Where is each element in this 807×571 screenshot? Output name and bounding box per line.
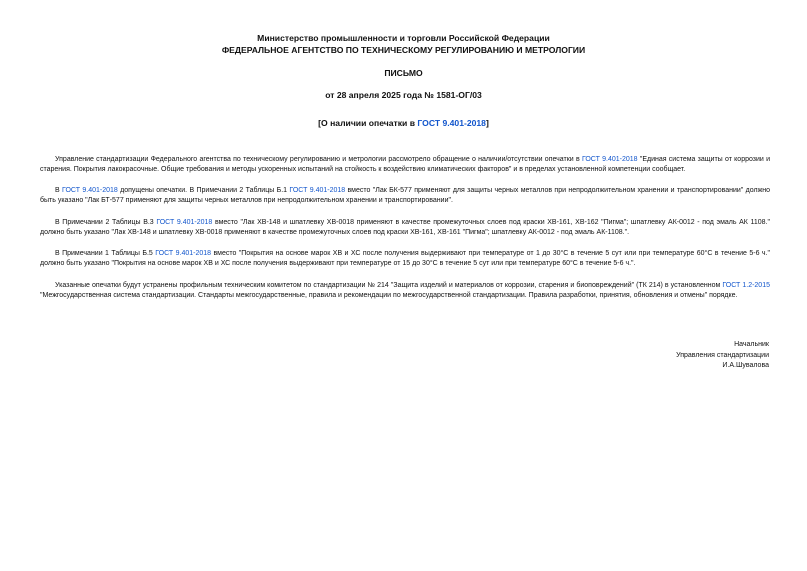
paragraph-1-gost-link[interactable]: ГОСТ 9.401-2018 xyxy=(581,156,638,163)
paragraph-4-text-b: вместо "Покрытия на основе марок ХВ и ХС после получения выдерживают при температуре от 1 до 30°С в течение 5 сут или при температуре 60°С в течение 5-6 ч." должно быть указано "Покрытия на основе марок ХВ и ХС после получения выдерживают при температуре от 15 до 30°С в течение 5 сут или при температуре 60°С в течение 5-6 ч.". xyxy=(40,250,771,268)
paragraph-2-gost-link-2[interactable]: ГОСТ 9.401-2018 xyxy=(289,187,346,194)
document-type: ПИСЬМО xyxy=(384,68,423,78)
paragraph-1 xyxy=(40,155,770,176)
paragraph-5-gost-link[interactable]: ГОСТ 1.2-2015 xyxy=(722,282,770,289)
agency-title: ФЕДЕРАЛЬНОЕ АГЕНТСТВО ПО ТЕХНИЧЕСКОМУ РЕГУЛИРОВАНИЮ И МЕТРОЛОГИИ xyxy=(221,45,586,55)
paragraph-2-gost-link-1[interactable]: ГОСТ 9.401-2018 xyxy=(62,187,118,194)
paragraph-4 xyxy=(40,249,770,270)
paragraph-1-text-a: Управление стандартизации Федерального агентства по техническому регулированию и метрологии рассмотрело обращение о наличии/отсутствии опечатки в xyxy=(55,156,582,163)
ministry-title: Министерство промышленности и торговли Российской Федерации xyxy=(257,33,550,43)
paragraph-3-text-a: В Примечании 2 Таблицы В.3 xyxy=(55,219,157,226)
paragraph-2-text-a: В xyxy=(55,187,63,194)
paragraph-1-text-b: "Единая система защиты от коррозии и старения. Покрытия лакокрасочные. Общие требования и методы ускоренных испытаний на стойкость к воздействию климатических факторов" и в пределах установленной компетенции сообщает. xyxy=(40,156,770,174)
signature-name: И.А.Шувалова xyxy=(722,362,769,369)
subject-suffix: ] xyxy=(485,118,489,128)
paragraph-4-text-a: В Примечании 1 Таблицы Б.5 xyxy=(55,250,156,257)
signature-department: Управления стандартизации xyxy=(676,351,769,359)
document-subject xyxy=(0,118,807,129)
paragraph-2-text-b: допущены опечатки. В Примечании 2 Таблицы Б.1 xyxy=(117,187,290,194)
paragraph-3 xyxy=(40,218,770,239)
paragraph-4-gost-link[interactable]: ГОСТ 9.401-2018 xyxy=(155,250,212,257)
paragraph-5 xyxy=(40,281,770,302)
subject-gost-link[interactable]: ГОСТ 9.401-2018 xyxy=(417,118,486,128)
paragraph-3-text-b: вместо "Лак ХВ-148 и шпатлевку ХВ-0018 применяют в качестве промежуточных слоев под краски ХВ-161, ХВ-162 "Пигма"; шпатлевку АК-0012 - под эмаль АК 1108." должно быть указано "Лак ХВ-148 и шпатлевку ХВ-0018 применяют в качестве промежуточных слоев под краски ХВ-161, ХВ-161 "Пигма"; шпатлевку АК-0012 - под эмаль АК-1108.". xyxy=(40,219,770,237)
paragraph-3-gost-link[interactable]: ГОСТ 9.401-2018 xyxy=(156,219,213,226)
signature-block xyxy=(676,340,769,372)
paragraph-5-text-a: Указанные опечатки будут устранены профильным техническим комитетом по стандартизации № 214 "Защита изделий и материалов от коррозии, старения и биоповреждений" (ТК 214) в установленном xyxy=(55,282,723,289)
document-date-number: от 28 апреля 2025 года № 1581-ОГ/03 xyxy=(325,90,482,100)
subject-prefix: [О наличии опечатки в xyxy=(318,118,418,128)
paragraph-5-text-b: "Межгосударственная система стандартизации. Стандарты межгосударственные, правила и рекомендации по межгосударственной стандартизации. Правила разработки, принятия, обновления и отмены" порядке. xyxy=(40,292,738,300)
paragraph-2 xyxy=(40,186,770,207)
paragraph-2-text-c: вместо "Лак БК-577 применяют для защиты черных металлов при непродолжительном хранении и транспортировании" должно быть указано "Лак БТ-577 применяют для защиты черных металлов при непродолжительном хранении и транспортировании". xyxy=(40,187,771,205)
signature-position: Начальник xyxy=(734,341,769,348)
